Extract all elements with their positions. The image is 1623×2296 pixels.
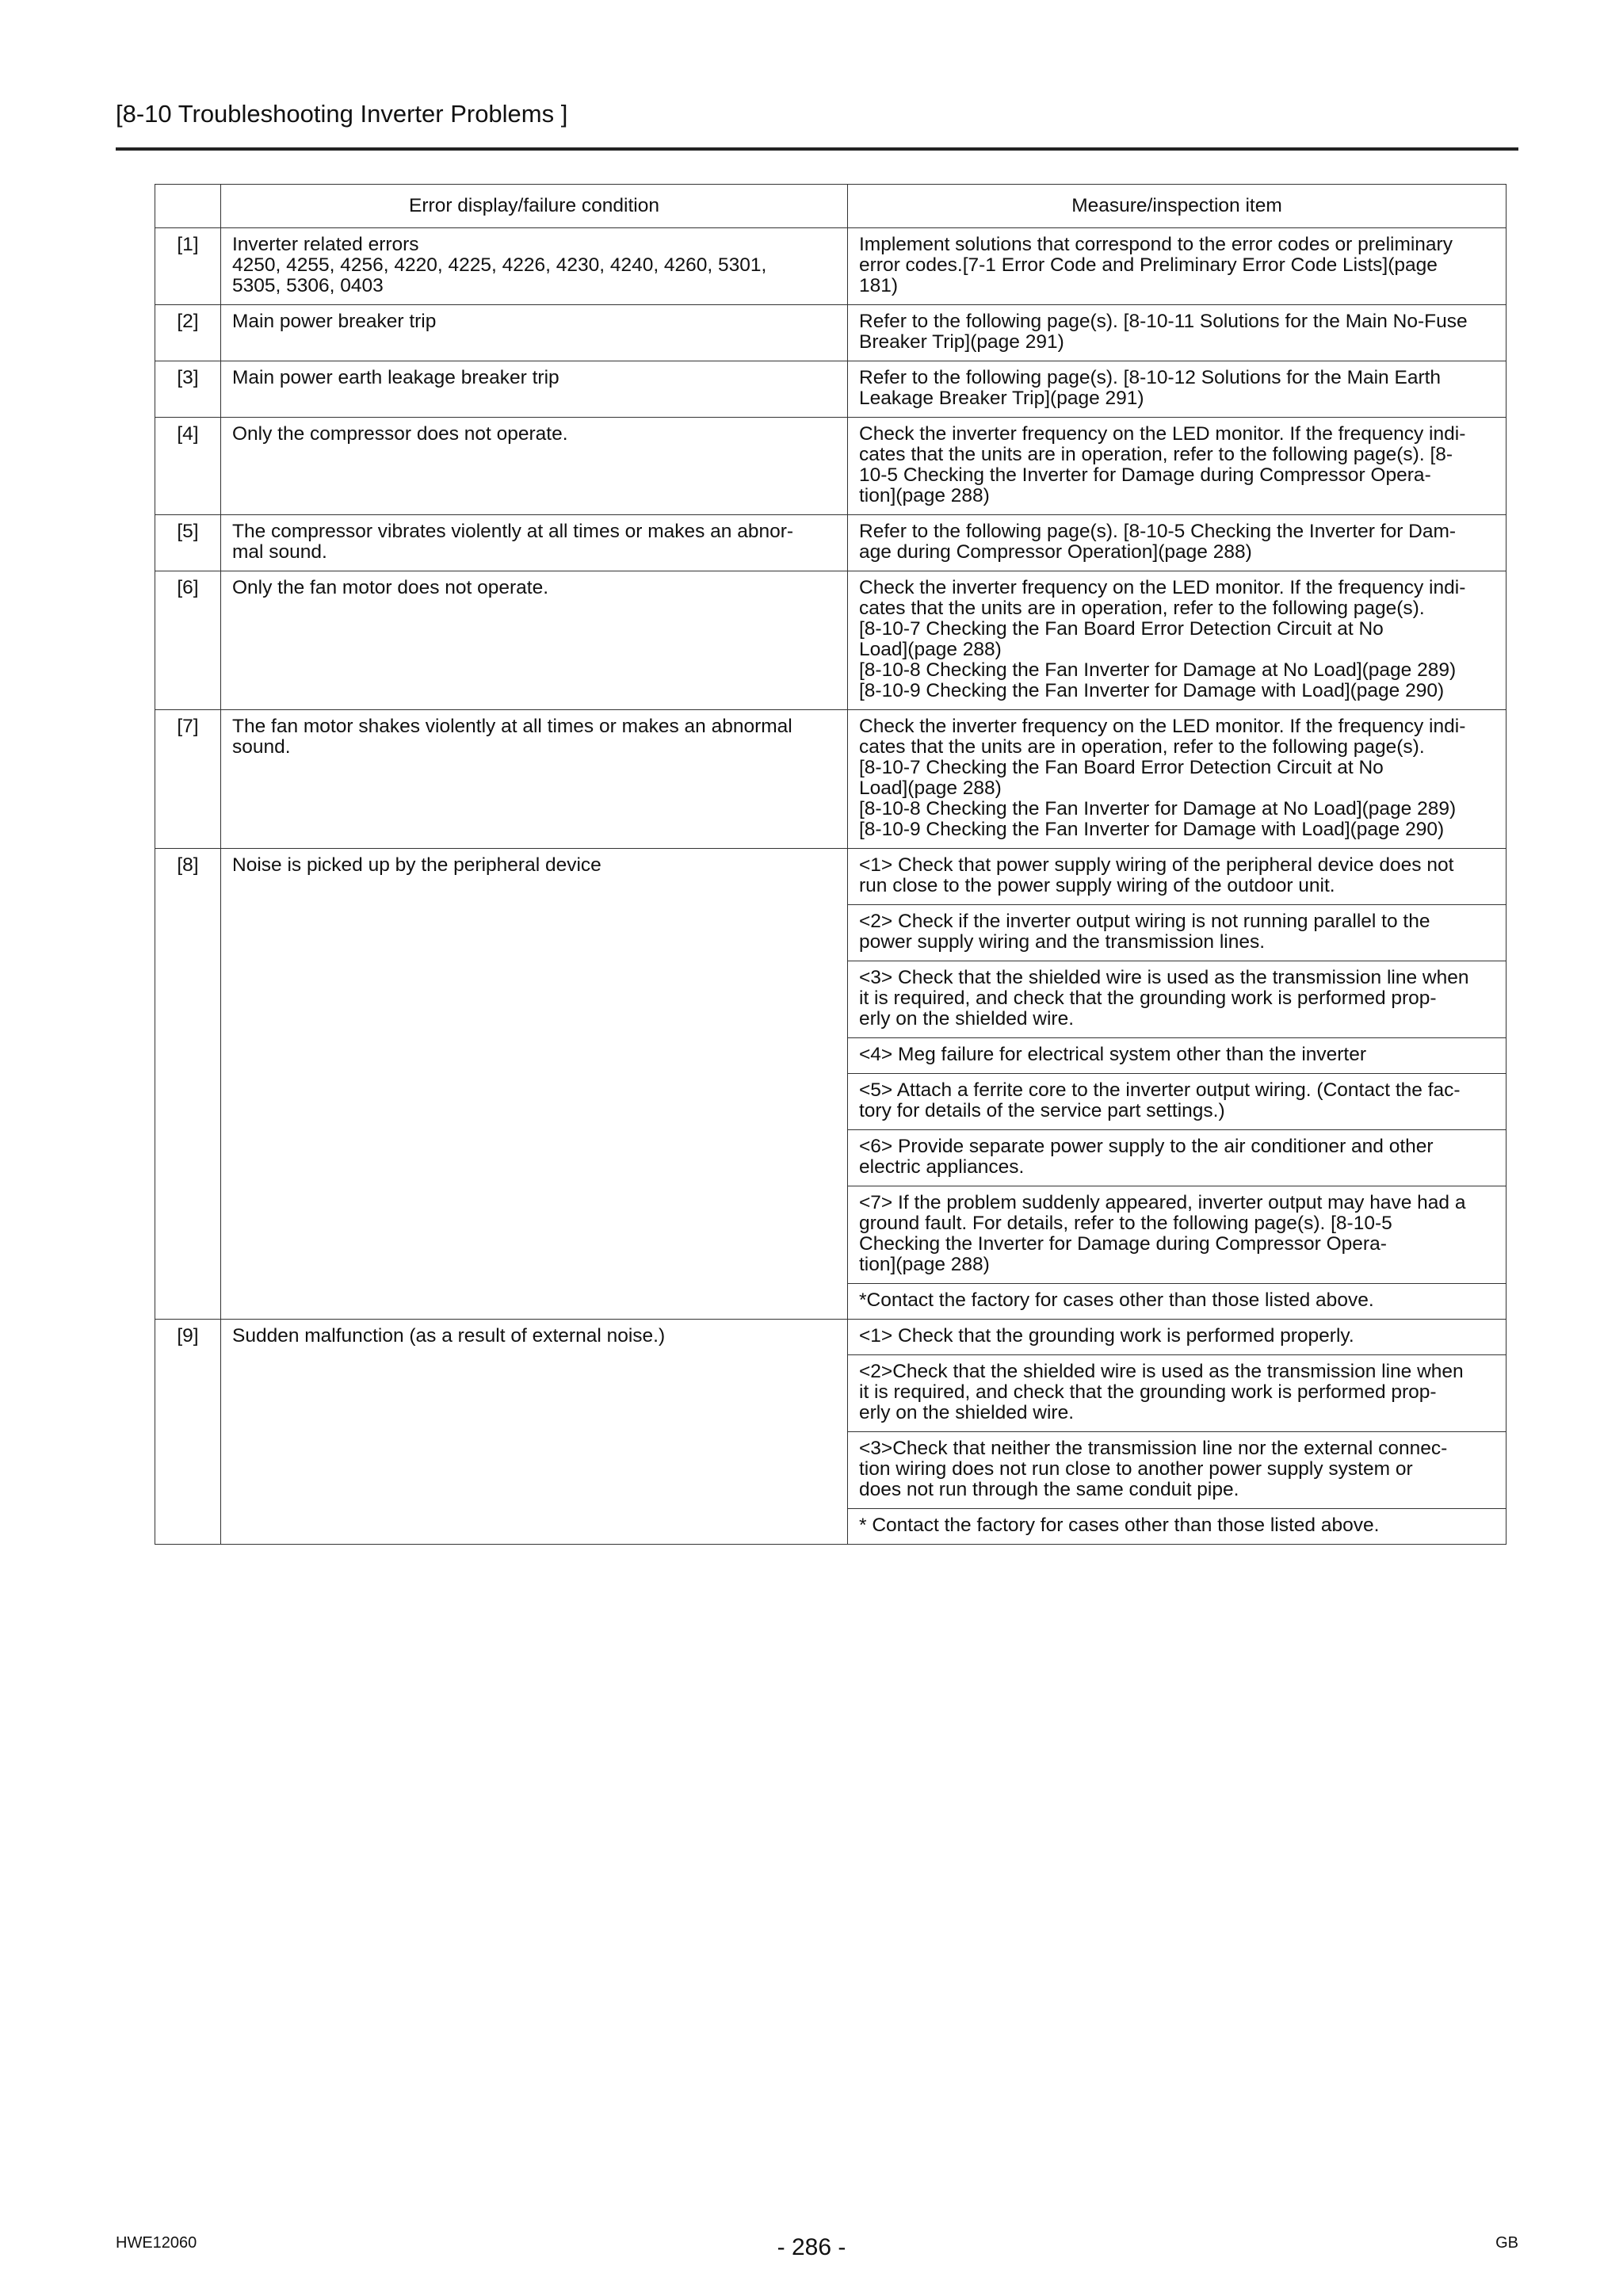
table-row [155,710,1507,849]
measure-cell [848,361,1507,418]
measure-line: tion](page 288) [859,485,990,506]
measure-cell [848,418,1507,515]
condition-cell [221,710,848,849]
measure-line: cates that the units are in operation, refer to the following page(s). [859,598,1425,619]
measure-line: 10-5 Checking the Inverter for Damage during Compressor Opera- [859,464,1431,486]
footer-region: GB [1495,2234,1518,2252]
table-body [155,228,1507,1545]
row-number: [8] [155,849,221,1320]
condition-cell [221,849,848,1320]
measure-cell [848,228,1507,305]
table-header-row [155,185,1507,228]
measure-cell [848,1509,1507,1545]
measure-line: Refer to the following page(s). [8-10-5 Checking the Inverter for Dam- [859,521,1457,542]
measure-line: <1> Check that the grounding work is performed properly. [859,1325,1354,1347]
measure-line: Breaker Trip](page 291) [859,331,1064,353]
footer-page-number: - 286 - [777,2234,846,2260]
row-number: [3] [155,361,221,418]
condition-line: 4250, 4255, 4256, 4220, 4225, 4226, 4230, 4240, 4260, 5301, [232,254,767,276]
measure-line: <7> If the problem suddenly appeared, inverter output may have had a [859,1192,1466,1213]
table-row [155,571,1507,710]
footer-doc-code: HWE12060 [116,2234,197,2252]
title-divider [116,147,1518,151]
header-measure: Measure/inspection item [848,185,1507,228]
header-condition: Error display/failure condition [221,185,848,228]
measure-line: [8-10-9 Checking the Fan Inverter for Damage with Load](page 290) [859,680,1445,701]
measure-line: electric appliances. [859,1156,1025,1178]
measure-line: Leakage Breaker Trip](page 291) [859,388,1144,409]
measure-line: [8-10-7 Checking the Fan Board Error Detection Circuit at No [859,618,1384,640]
table-row [155,305,1507,361]
condition-cell [221,228,848,305]
table-row [155,361,1507,418]
measure-line: tion wiring does not run close to another power supply system or [859,1458,1413,1480]
measure-cell [848,1432,1507,1509]
row-number: [5] [155,515,221,571]
measure-line: it is required, and check that the grounding work is performed prop- [859,988,1437,1009]
row-number: [4] [155,418,221,515]
measure-cell [848,905,1507,961]
condition-line: Main power breaker trip [232,311,437,332]
measure-cell [848,710,1507,849]
measure-line: Refer to the following page(s). [8-10-12 Solutions for the Main Earth [859,367,1442,388]
measure-line: <6> Provide separate power supply to the air conditioner and other [859,1136,1434,1157]
measure-cell [848,849,1507,905]
measure-line: [8-10-8 Checking the Fan Inverter for Damage at No Load](page 289) [859,659,1457,681]
measure-line: ground fault. For details, refer to the following page(s). [8-10-5 [859,1213,1392,1234]
measure-line: [8-10-9 Checking the Fan Inverter for Damage with Load](page 290) [859,819,1445,840]
measure-line: <5> Attach a ferrite core to the inverter output wiring. (Contact the fac- [859,1079,1461,1101]
condition-line: The compressor vibrates violently at all times or makes an abnor- [232,521,794,542]
measure-cell [848,961,1507,1038]
condition-line: Main power earth leakage breaker trip [232,367,559,388]
condition-line: Noise is picked up by the peripheral device [232,854,601,876]
measure-line: Check the inverter frequency on the LED monitor. If the frequency indi- [859,577,1466,598]
row-number: [1] [155,228,221,305]
measure-line: [8-10-8 Checking the Fan Inverter for Damage at No Load](page 289) [859,798,1457,819]
measure-line: erly on the shielded wire. [859,1008,1075,1030]
condition-cell [221,418,848,515]
measure-line: error codes.[7-1 Error Code and Preliminary Error Code Lists](page [859,254,1438,276]
condition-line: sound. [232,736,291,758]
measure-line: <3> Check that the shielded wire is used as the transmission line when [859,967,1469,988]
measure-cell [848,1320,1507,1355]
condition-line: Only the compressor does not operate. [232,423,568,445]
condition-line: Only the fan motor does not operate. [232,577,549,598]
measure-line: <1> Check that power supply wiring of the peripheral device does not [859,854,1454,876]
table-row [155,1320,1507,1355]
measure-line: Check the inverter frequency on the LED monitor. If the frequency indi- [859,716,1466,737]
measure-line: <2> Check if the inverter output wiring is not running parallel to the [859,911,1430,932]
measure-line: * Contact the factory for cases other than those listed above. [859,1515,1380,1536]
section-title: [8-10 Troubleshooting Inverter Problems ] [116,100,568,128]
measure-line: Checking the Inverter for Damage during Compressor Opera- [859,1233,1387,1255]
condition-line: 5305, 5306, 0403 [232,275,384,296]
measure-line: <3>Check that neither the transmission line nor the external connec- [859,1438,1448,1459]
measure-line: <4> Meg failure for electrical system other than the inverter [859,1044,1367,1065]
condition-line: The fan motor shakes violently at all times or makes an abnormal [232,716,792,737]
measure-line: Load](page 288) [859,639,1002,660]
header-number-cell [155,185,221,228]
measure-line: <2>Check that the shielded wire is used as the transmission line when [859,1361,1464,1382]
measure-line: it is required, and check that the grounding work is performed prop- [859,1381,1437,1403]
condition-cell [221,515,848,571]
measure-line: [8-10-7 Checking the Fan Board Error Detection Circuit at No [859,757,1384,778]
table-row [155,228,1507,305]
condition-line: Inverter related errors [232,234,419,255]
measure-line: Load](page 288) [859,777,1002,799]
condition-line: Sudden malfunction (as a result of external noise.) [232,1325,666,1347]
condition-cell [221,361,848,418]
measure-cell [848,1355,1507,1432]
measure-cell [848,305,1507,361]
measure-cell [848,1038,1507,1074]
measure-line: power supply wiring and the transmission lines. [859,931,1266,953]
measure-cell [848,515,1507,571]
measure-line: 181) [859,275,899,296]
row-number: [7] [155,710,221,849]
measure-line: Implement solutions that correspond to the error codes or preliminary [859,234,1453,255]
row-number: [9] [155,1320,221,1545]
measure-line: erly on the shielded wire. [859,1402,1075,1423]
condition-cell [221,571,848,710]
measure-cell [848,1130,1507,1186]
measure-line: tion](page 288) [859,1254,990,1275]
condition-cell [221,305,848,361]
measure-line: age during Compressor Operation](page 288) [859,541,1252,563]
measure-line: Refer to the following page(s). [8-10-11 Solutions for the Main No-Fuse [859,311,1468,332]
measure-line: *Contact the factory for cases other than those listed above. [859,1289,1374,1311]
row-number: [6] [155,571,221,710]
measure-line: run close to the power supply wiring of the outdoor unit. [859,875,1335,896]
measure-line: cates that the units are in operation, refer to the following page(s). [859,736,1425,758]
measure-line: cates that the units are in operation, refer to the following page(s). [8- [859,444,1453,465]
condition-line: mal sound. [232,541,327,563]
measure-line: tory for details of the service part settings.) [859,1100,1225,1121]
measure-cell [848,571,1507,710]
measure-line: does not run through the same conduit pipe. [859,1479,1239,1500]
measure-cell [848,1074,1507,1130]
row-number: [2] [155,305,221,361]
condition-cell [221,1320,848,1545]
table-row [155,418,1507,515]
troubleshooting-table [155,184,1507,1545]
table-row [155,849,1507,905]
table-row [155,515,1507,571]
measure-cell [848,1284,1507,1320]
measure-line: Check the inverter frequency on the LED monitor. If the frequency indi- [859,423,1466,445]
measure-cell [848,1186,1507,1284]
